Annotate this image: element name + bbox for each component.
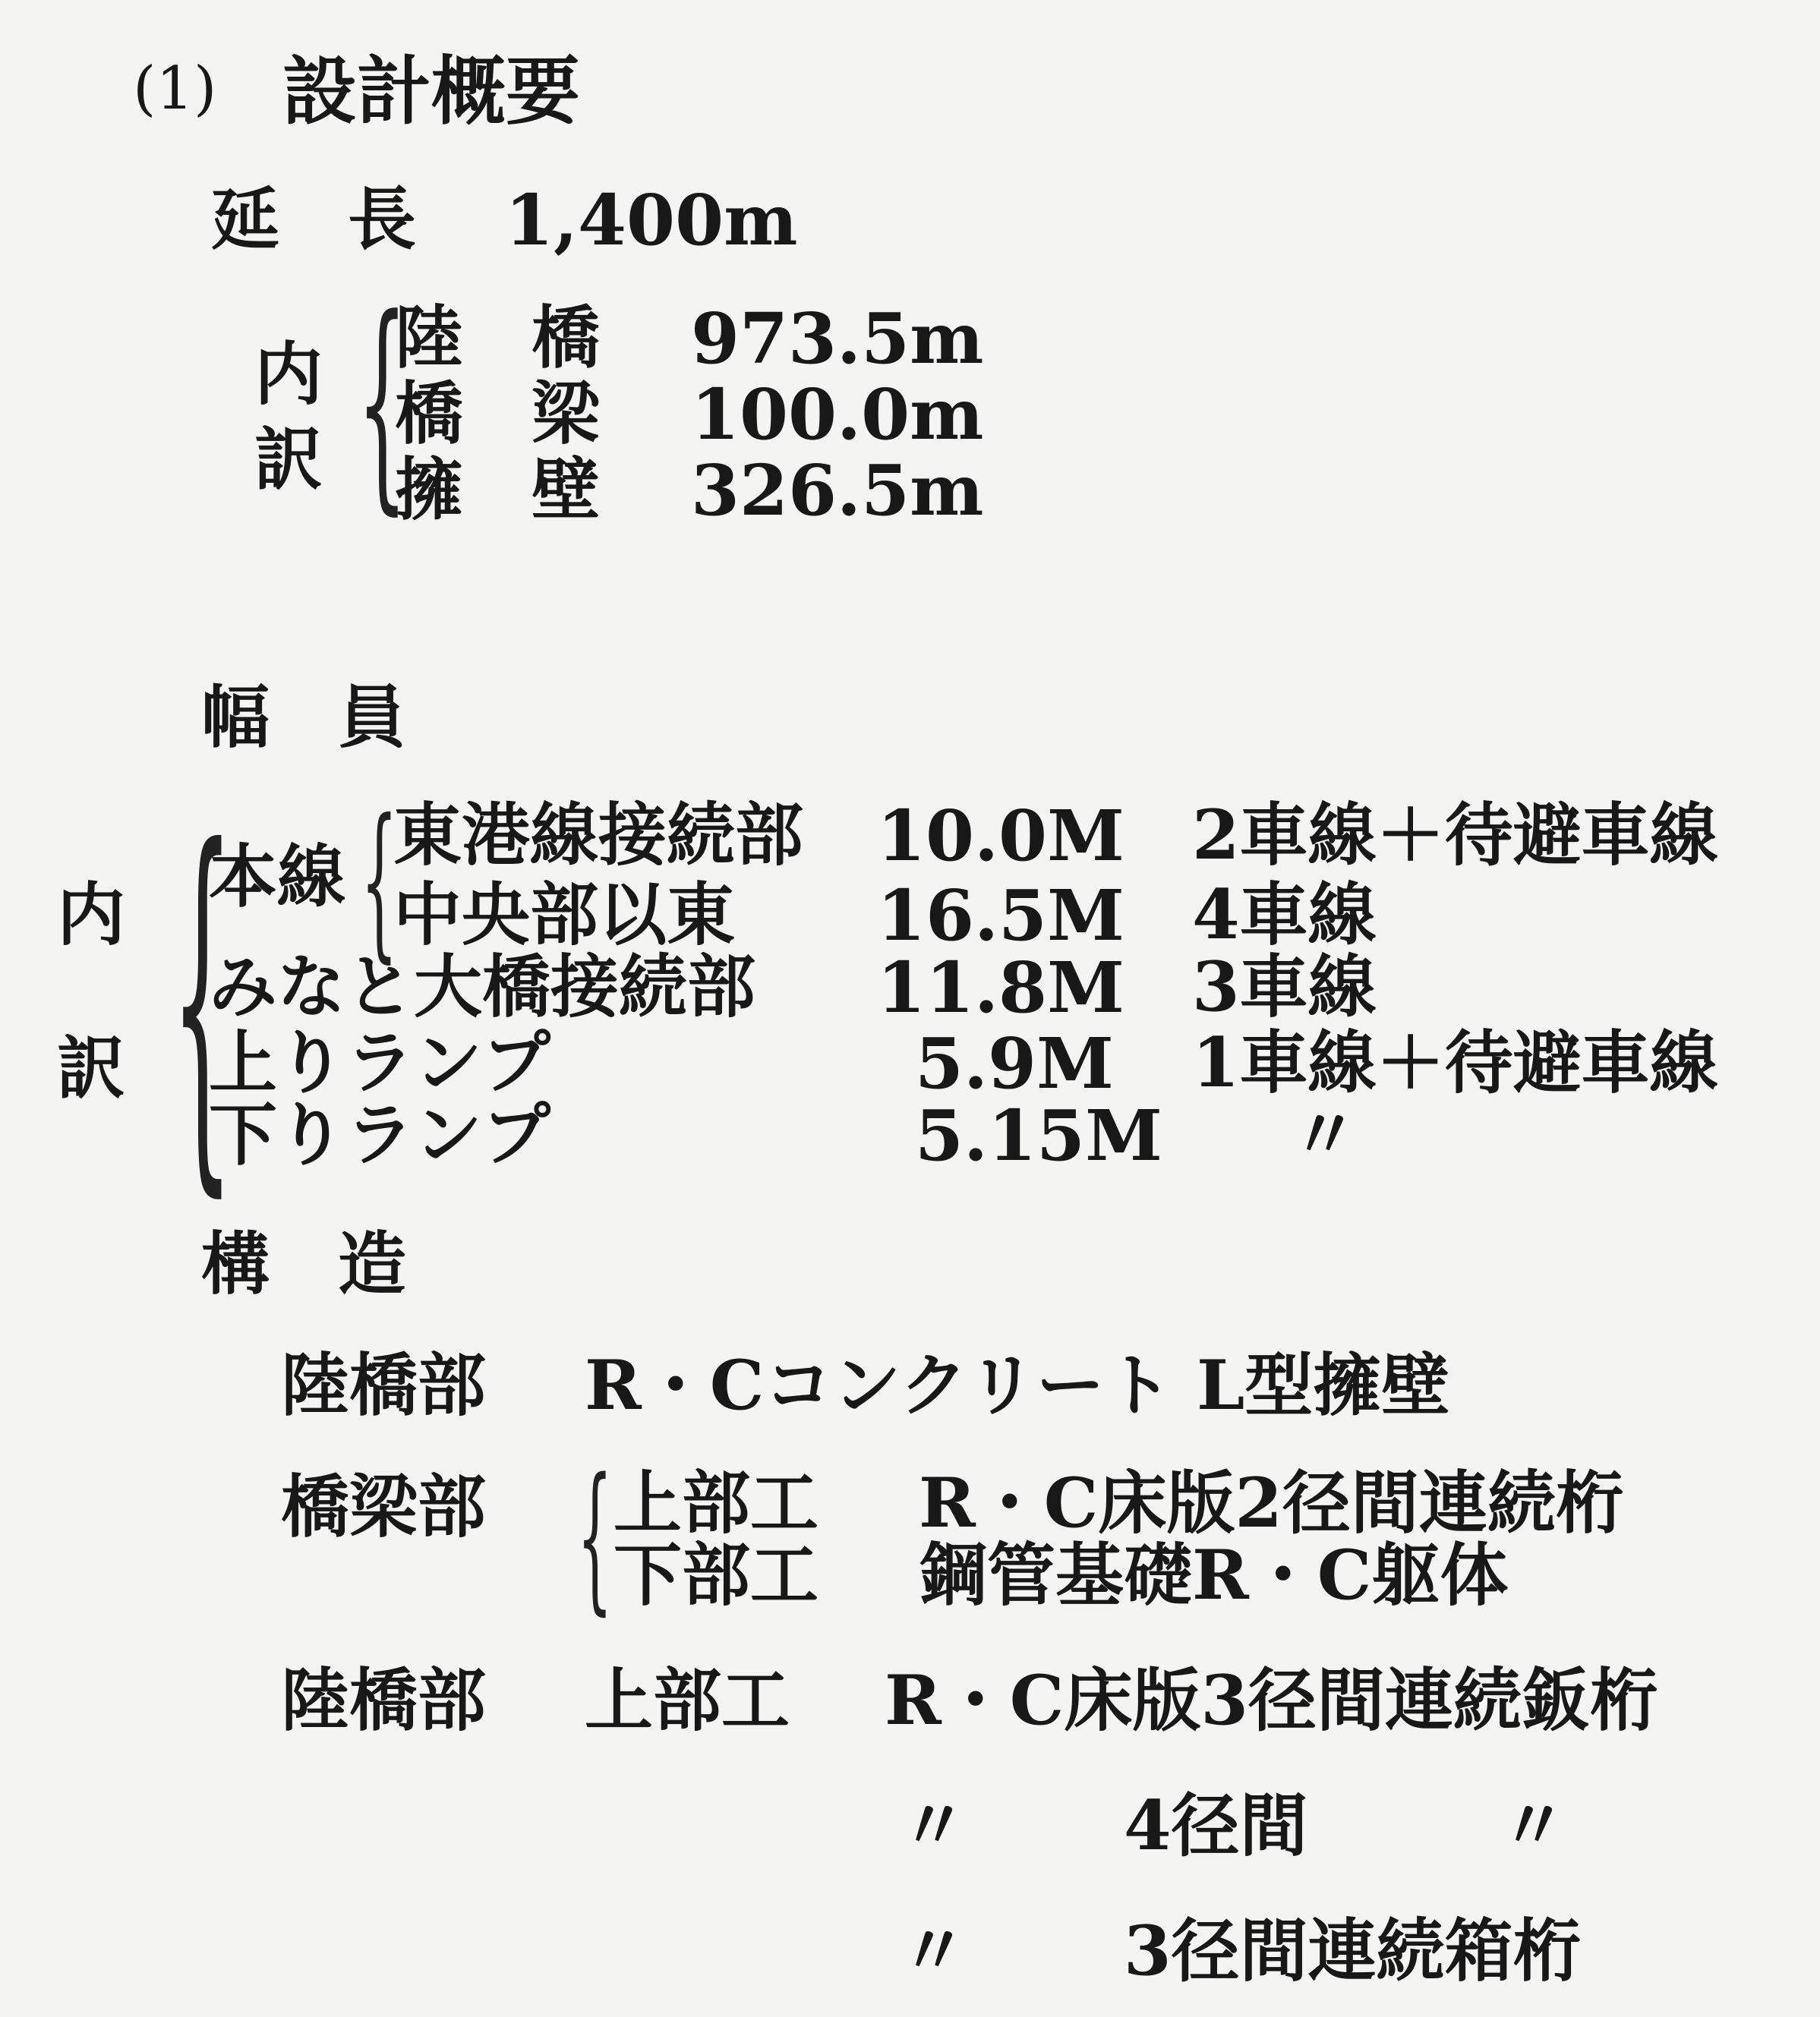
width-label: 幅 員 [201, 677, 406, 758]
width-row-name: 中央部以東 [393, 875, 735, 955]
bridge-desc: R・C床版2径間連続桁 [919, 1463, 1625, 1543]
bridge-part: 下部工 [614, 1535, 819, 1615]
width-breakdown-label-1: 内 [57, 875, 125, 955]
width-row-name: 下りランプ [209, 1095, 550, 1175]
section-title: 設計概要 [282, 48, 581, 135]
length-item-value: 100.0m [691, 373, 984, 455]
width-row-lanes: 3車線 [1192, 947, 1377, 1027]
viaduct-2-desc: R・C床版3径間連続鈑桁 [885, 1660, 1659, 1741]
width-row-lanes: 4車線 [1192, 875, 1377, 955]
section-number: (1) [133, 55, 217, 123]
length-brace: { [357, 269, 408, 534]
width-breakdown-label-2: 訳 [57, 1028, 125, 1108]
length-label: 延 長 [211, 179, 416, 260]
width-row-lanes: 1車線＋待避車線 [1192, 1023, 1718, 1103]
length-item-name: 橋 梁 [395, 373, 600, 454]
viaduct-2-name: 陸橋部 [281, 1660, 486, 1741]
length-item-value: 973.5m [691, 298, 984, 380]
width-row-lanes: 2車線＋待避車線 [1192, 795, 1718, 875]
viaduct-2-desc: 4径間 [1124, 1785, 1308, 1866]
length-item-value: 326.5m [691, 449, 984, 531]
viaduct-1-desc: R・Cコンクリート L型擁壁 [585, 1345, 1450, 1426]
bridge-name: 橋梁部 [281, 1467, 486, 1547]
length-value: 1,400m [505, 179, 798, 261]
viaduct-2-desc: 3径間連続箱桁 [1124, 1911, 1582, 1991]
width-row-lanes: 〃 [1291, 1095, 1359, 1175]
length-breakdown-label-1: 内 [254, 334, 323, 414]
width-row-name: 上りランプ [209, 1023, 550, 1103]
width-row-name: 東港線接続部 [393, 795, 803, 875]
width-row-value: 5.15M [915, 1095, 1162, 1177]
bridge-part: 上部工 [614, 1463, 819, 1543]
width-row-value: 10.0M [877, 795, 1124, 877]
width-row-value: 5.9M [915, 1023, 1114, 1105]
width-row-value: 16.5M [877, 875, 1124, 956]
bridge-brace: { [577, 1444, 613, 1630]
length-item-name: 陸 橋 [395, 298, 600, 378]
structure-label: 構 造 [201, 1224, 406, 1304]
length-item-name: 擁 壁 [395, 449, 600, 530]
width-row-value: 11.8M [877, 947, 1124, 1029]
width-brace: { [171, 768, 234, 1228]
viaduct-1-name: 陸橋部 [281, 1345, 486, 1426]
width-row-name: みなと大橋接続部 [209, 947, 755, 1027]
ditto-mark: 〃 [1500, 1785, 1568, 1866]
bridge-desc: 鋼管基礎R・C躯体 [919, 1535, 1509, 1615]
ditto-mark: 〃 [900, 1785, 968, 1866]
length-breakdown-label-2: 訳 [254, 419, 323, 500]
viaduct-2-part: 上部工 [585, 1660, 790, 1741]
main-line-label: 本線 [209, 837, 345, 917]
ditto-mark: 〃 [900, 1911, 968, 1991]
main-line-brace: { [361, 783, 398, 978]
